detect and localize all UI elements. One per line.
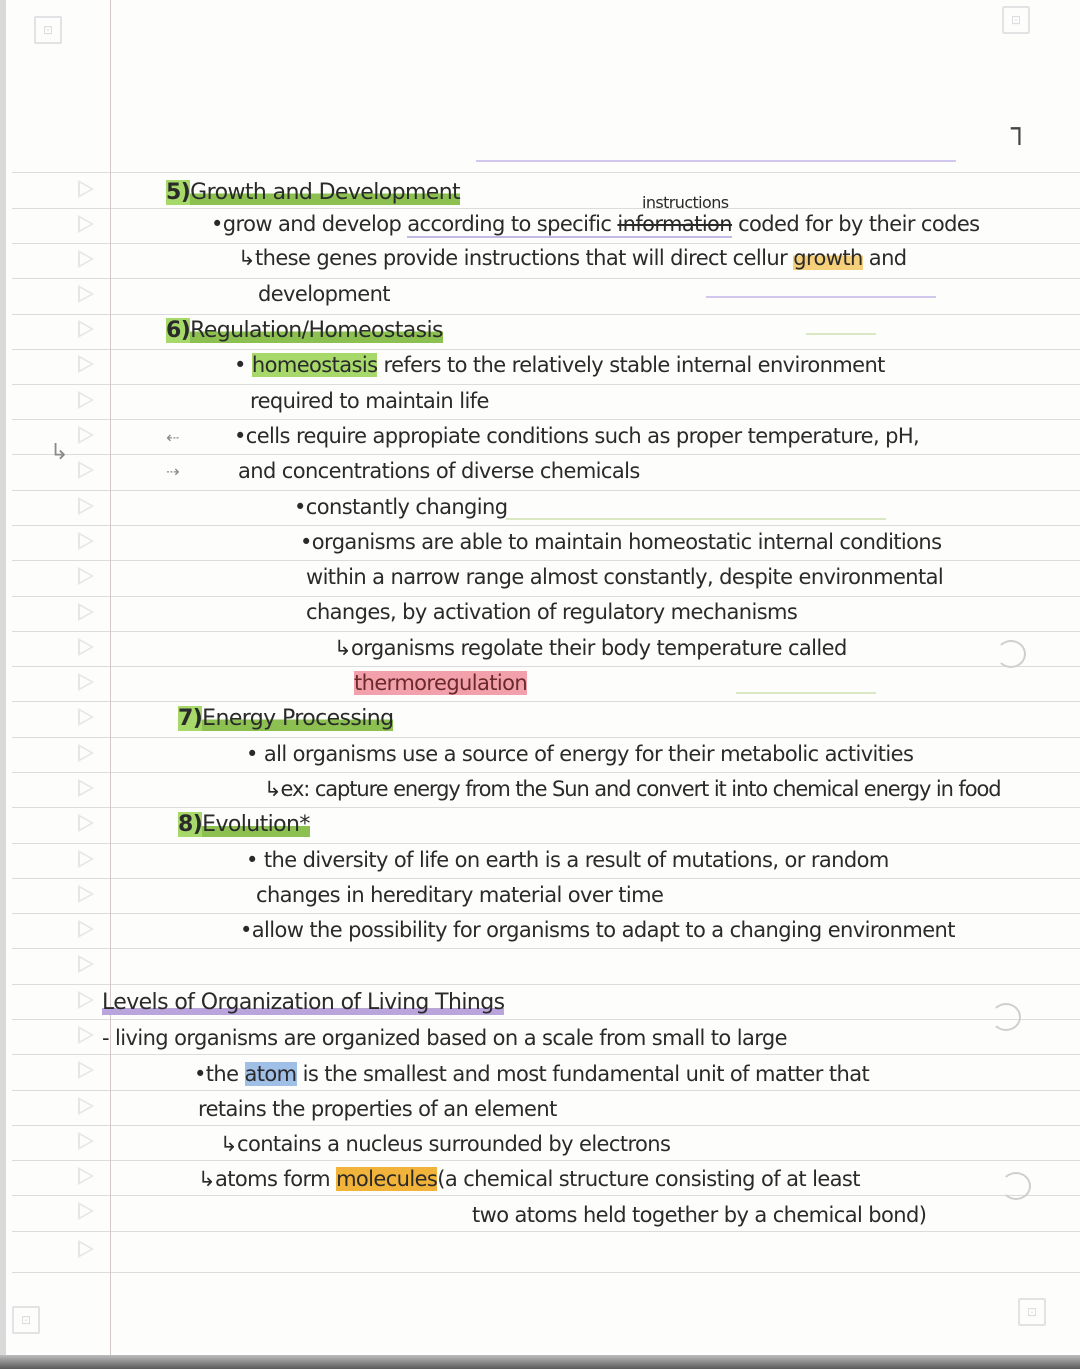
- triangle-icon: [78, 1061, 94, 1079]
- sub-bullet-text: ↳contains a nucleus surrounded by electrons: [220, 1132, 671, 1156]
- punch-hole-mark: [1001, 1172, 1031, 1200]
- dash-text: - living organisms are organized based on a scale from small to large: [102, 1026, 787, 1050]
- sub-bullet-text: ↳organisms regolate their body temperature called: [334, 636, 847, 660]
- sub-bullet-text: ↳ex: capture energy from the Sun and convert it into chemical energy in food: [264, 777, 1001, 801]
- rule-line: [12, 243, 1080, 244]
- bullet-text: •cells require appropiate conditions such as proper temperature, pH,: [234, 424, 920, 448]
- rule-line: [12, 1195, 1080, 1196]
- arrow-right-icon: ⇢: [166, 462, 180, 481]
- triangle-icon: [78, 532, 94, 550]
- continuation-text: two atoms held together by a chemical bond): [472, 1203, 927, 1227]
- rule-line: [12, 560, 1080, 561]
- punch-hole-mark: [991, 1003, 1021, 1031]
- triangle-icon: [78, 497, 94, 515]
- rule-line: [12, 1054, 1080, 1055]
- triangle-icon: [78, 285, 94, 303]
- rule-line: [12, 737, 1080, 738]
- corner-marker-icon: ⊡: [1002, 6, 1030, 34]
- rule-line: [12, 278, 1080, 279]
- triangle-icon: [78, 1026, 94, 1044]
- triangle-icon: [78, 250, 94, 268]
- rule-line: [12, 984, 1080, 985]
- triangle-icon: [78, 180, 94, 198]
- triangle-icon: [78, 461, 94, 479]
- bullet-text: • the diversity of life on earth is a result of mutations, or random: [246, 848, 889, 872]
- triangle-icon: [78, 320, 94, 338]
- triangle-icon: [78, 885, 94, 903]
- section-heading-energy: 7)Energy Processing: [178, 706, 394, 731]
- triangle-icon: [78, 215, 94, 233]
- rule-line: [12, 384, 1080, 385]
- triangle-icon: [78, 1132, 94, 1150]
- triangle-icon: [78, 603, 94, 621]
- bullet-text: •organisms are able to maintain homeostatic internal conditions: [300, 530, 942, 554]
- heading-text: Growth and Development: [190, 180, 461, 205]
- section-heading-regulation: 6)Regulation/Homeostasis: [166, 318, 443, 343]
- margin-line: [110, 0, 111, 1355]
- arrow-left-icon: ⇠: [166, 428, 180, 447]
- sub-bullet-text: ↳these genes provide instructions that will direct cellur growth and: [238, 246, 907, 270]
- punch-hole-mark: [996, 640, 1026, 668]
- rule-line: [12, 349, 1080, 350]
- section-heading-levels: Levels of Organization of Living Things: [102, 990, 505, 1015]
- triangle-icon: [78, 991, 94, 1009]
- faint-underline: [736, 692, 876, 694]
- triangle-icon: [78, 1167, 94, 1185]
- rule-line: [12, 1272, 1080, 1273]
- continuation-text: retains the properties of an element: [198, 1097, 557, 1121]
- triangle-icon: [78, 638, 94, 656]
- highlighted-term: thermoregulation: [354, 671, 528, 695]
- rule-line: [12, 596, 1080, 597]
- continuation-text: changes, by activation of regulatory mechanisms: [306, 600, 798, 624]
- continuation-text: development: [258, 282, 390, 306]
- triangle-icon: [78, 920, 94, 938]
- faint-underline: [806, 333, 876, 335]
- continuation-text: changes in hereditary material over time: [256, 883, 664, 907]
- bullet-text: • homeostasis refers to the relatively stable internal environment: [234, 353, 885, 377]
- triangle-icon: [78, 1240, 94, 1258]
- rule-line: [12, 1125, 1080, 1126]
- corner-marker-icon: ⊡: [1018, 1298, 1046, 1326]
- rule-line: [12, 1019, 1080, 1020]
- bullet-text: •constantly changing: [294, 495, 508, 519]
- rule-line: [12, 843, 1080, 844]
- rule-line: [12, 666, 1080, 667]
- rule-line: [12, 314, 1080, 315]
- bullet-text: •the atom is the smallest and most fundamental unit of matter that: [194, 1062, 870, 1086]
- triangle-icon: [78, 850, 94, 868]
- corner-marker-icon: ⊡: [12, 1306, 40, 1334]
- rule-line: [12, 948, 1080, 949]
- triangle-icon: [78, 391, 94, 409]
- corner-hook-mark: ┐: [1011, 112, 1028, 145]
- curved-arrow-icon: ↳: [50, 440, 69, 465]
- rule-line: [12, 525, 1080, 526]
- rule-line: [12, 772, 1080, 773]
- faint-underline: [506, 518, 886, 520]
- rule-line: [12, 419, 1080, 420]
- rule-line: [12, 807, 1080, 808]
- triangle-icon: [78, 1097, 94, 1115]
- rule-line: [12, 208, 1080, 209]
- section-heading-growth: 5)Growth and Development: [166, 180, 461, 205]
- rule-line: [12, 172, 1080, 173]
- continuation-text: required to maintain life: [250, 389, 489, 413]
- rule-line: [12, 701, 1080, 702]
- rule-line: [12, 1231, 1080, 1232]
- bullet-text: • all organisms use a source of energy for their metabolic activities: [246, 742, 914, 766]
- faint-underline: [706, 296, 936, 298]
- triangle-icon: [78, 955, 94, 973]
- rule-line: [12, 490, 1080, 491]
- bullet-text: •allow the possibility for organisms to adapt to a changing environment: [240, 918, 955, 942]
- triangle-icon: [78, 814, 94, 832]
- triangle-icon: [78, 673, 94, 691]
- inserted-word: instructions: [642, 193, 729, 212]
- rule-line: [12, 1090, 1080, 1091]
- triangle-icon: [78, 355, 94, 373]
- rule-line: [12, 454, 1080, 455]
- rule-line: [12, 631, 1080, 632]
- section-heading-evolution: 8)Evolution*: [178, 812, 310, 837]
- triangle-icon: [78, 744, 94, 762]
- continuation-text: within a narrow range almost constantly, despite environmental: [306, 565, 944, 589]
- triangle-icon: [78, 779, 94, 797]
- rule-line: [12, 1160, 1080, 1161]
- corner-marker-icon: ⊡: [34, 16, 62, 44]
- triangle-icon: [78, 708, 94, 726]
- faint-underline: [476, 160, 956, 162]
- sub-bullet-text: ↳atoms form molecules(a chemical structure consisting of at least: [198, 1167, 860, 1191]
- bullet-text: •grow and develop according to specific information coded for by their codes: [211, 212, 980, 236]
- rule-line: [12, 913, 1080, 914]
- triangle-icon: [78, 567, 94, 585]
- triangle-icon: [78, 426, 94, 444]
- page-bottom-edge: [0, 1355, 1080, 1369]
- continuation-text: and concentrations of diverse chemicals: [238, 459, 640, 483]
- rule-line: [12, 878, 1080, 879]
- triangle-icon: [78, 1202, 94, 1220]
